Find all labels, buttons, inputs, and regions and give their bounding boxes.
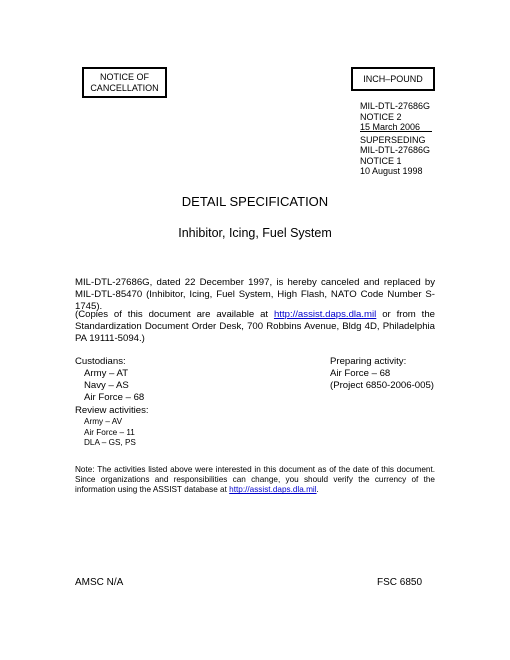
document-identifier-block (360, 101, 430, 177)
review-item: DLA – GS, PS (84, 438, 136, 447)
superseded-notice: NOTICE 1 (360, 155, 402, 166)
custodians-block (75, 356, 144, 404)
preparing-item: (Project 6850-2006-005) (330, 380, 434, 391)
note-paragraph (75, 465, 435, 496)
page-subtitle: Inhibitor, Icing, Fuel System (178, 226, 332, 240)
preparing-heading: Preparing activity: (330, 356, 407, 367)
review-activities-block (75, 405, 149, 449)
custodian-item: Navy – AS (84, 380, 129, 391)
amsc-label: AMSC N/A (75, 577, 124, 588)
review-heading: Review activities: (75, 405, 149, 416)
note-assist-link[interactable]: http://assist.daps.dla.mil (229, 485, 317, 495)
doc-id-number: MIL-DTL-27686G (360, 101, 431, 111)
copies-text-end: or from the Standardization Document Order Desk, 700 Robbins Avenue, Bldg 4D, Philadelphia PA 19111-5094.) (75, 309, 435, 344)
custodian-item: Army – AT (84, 368, 129, 379)
doc-notice-number: NOTICE 2 (360, 111, 402, 122)
note-text: Note: The activities listed above were interested in this document as of the date of this document. Since organizations and responsibilities can change, you should verify the currency of the information using the ASSIST database at (75, 465, 435, 495)
cancel-box-line-2: CANCELLATION (90, 82, 159, 93)
doc-date: 15 March 2006 (360, 122, 421, 132)
superseded-doc-id: MIL-DTL-27686G (360, 145, 431, 155)
cancellation-paragraph: MIL-DTL-27686G, dated 22 December 1997, is hereby canceled and replaced by MIL-DTL-85470 (Inhibitor, Icing, Fuel System, High Flash, NATO Code Number S-1745). (75, 277, 435, 312)
preparing-item: Air Force – 68 (330, 368, 391, 379)
custodians-heading: Custodians: (75, 356, 126, 367)
page-title: DETAIL SPECIFICATION (181, 194, 329, 209)
inch-pound-label: INCH–POUND (363, 73, 423, 84)
preparing-activity-block (330, 356, 434, 392)
copies-paragraph (75, 309, 435, 345)
cancel-box-line-1: NOTICE OF (99, 71, 149, 82)
notice-of-cancellation-box (82, 67, 167, 98)
assist-link[interactable]: http://assist.daps.dla.mil (273, 309, 377, 320)
superseded-date: 10 August 1998 (360, 166, 423, 176)
review-item: Army – AV (84, 417, 123, 426)
note-end: . (316, 485, 319, 495)
identifier-divider (360, 131, 432, 132)
superseding-label: SUPERSEDING (360, 134, 426, 145)
copies-text-start: (Copies of this document are available at (75, 309, 274, 320)
custodian-item: Air Force – 68 (84, 392, 145, 403)
inch-pound-box (351, 67, 435, 91)
review-item: Air Force – 11 (84, 427, 135, 437)
fsc-label: FSC 6850 (377, 577, 423, 588)
